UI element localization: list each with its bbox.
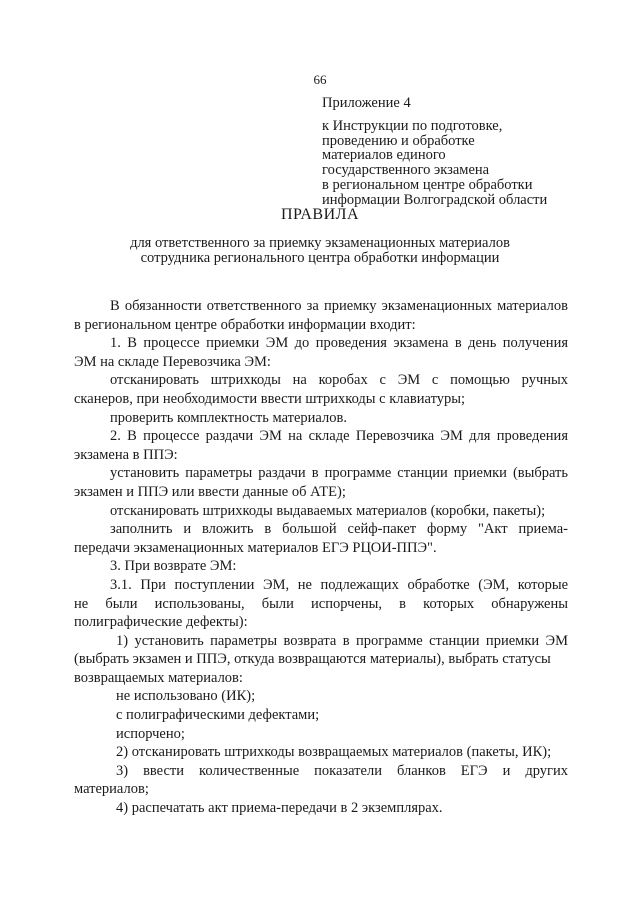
appendix-line: к Инструкции по подготовке, — [322, 117, 503, 134]
page-number: 66 — [313, 72, 327, 87]
body-line: экзамена в ППЭ: — [74, 446, 178, 463]
body-line: сканеров, при необходимости ввести штрихкоды с клавиатуры; — [74, 390, 466, 407]
subtitle-line: для ответственного за приемку экзаменационных материалов — [130, 235, 510, 251]
document-subtitle — [0, 236, 640, 265]
body-line: в региональном центре обработки информации входит: — [74, 316, 416, 333]
body-line: проверить комплектность материалов. — [110, 409, 347, 426]
body-line: установить параметры раздачи в программе станции приемки (выбрать — [110, 465, 568, 482]
body-line: полиграфические дефекты): — [74, 614, 248, 631]
body-line: не были использованы, были испорчены, в которых обнаружены — [74, 595, 568, 612]
body-line: заполнить и вложить в большой сейф-пакет форму "Акт приема- — [110, 521, 568, 538]
body-line: отсканировать штрихкоды выдаваемых материалов (коробки, пакеты); — [110, 502, 546, 519]
body-line: 2. В процессе раздачи ЭМ на складе Перевозчика ЭМ для проведения — [110, 428, 568, 445]
appendix-line: информации Волгоградской области — [322, 191, 548, 208]
body-line: отсканировать штрихкоды на коробах с ЭМ с помощью ручных — [110, 372, 568, 389]
appendix-line: проведению и обработке — [322, 132, 475, 149]
body-line: 4) распечатать акт приема-передачи в 2 экземплярах. — [116, 800, 443, 817]
body-line: 3.1. При поступлении ЭМ, не подлежащих обработке (ЭМ, которые — [110, 576, 568, 593]
body-line: 2) отсканировать штрихкоды возвращаемых материалов (пакеты, ИК); — [116, 744, 552, 761]
appendix-line: государственного экзамена — [322, 162, 490, 179]
body-line: 3. При возврате ЭМ: — [110, 558, 237, 575]
body-line: (выбрать экзамен и ППЭ, откуда возвращаются материалы), выбрать статусы — [74, 651, 551, 668]
document-title: ПРАВИЛА — [280, 206, 360, 223]
body-line: материалов; — [74, 781, 149, 798]
body-line: 1. В процессе приемки ЭМ до проведения экзамена в день получения — [110, 335, 568, 352]
body-line: 1) установить параметры возврата в программе станции приемки ЭМ — [116, 632, 568, 649]
body-line: возвращаемых материалов: — [74, 669, 243, 686]
appendix-line: материалов единого — [322, 147, 446, 164]
document-body — [74, 297, 568, 818]
body-line: 3) ввести количественные показатели бланков ЕГЭ и других — [116, 762, 568, 779]
subtitle-line: сотрудника регионального центра обработки информации — [140, 249, 500, 266]
body-line: не использовано (ИК); — [116, 688, 256, 705]
body-line: В обязанности ответственного за приемку экзаменационных материалов — [110, 298, 568, 314]
appendix-block — [322, 96, 602, 208]
appendix-line: в региональном центре обработки — [322, 176, 533, 193]
body-line: испорчено; — [116, 725, 185, 742]
body-line: с полиграфическими дефектами; — [116, 707, 320, 724]
body-line: ЭМ на складе Перевозчика ЭМ: — [74, 353, 271, 370]
appendix-title: Приложение 4 — [322, 95, 411, 111]
body-line: передачи экзаменационных материалов ЕГЭ РЦОИ-ППЭ". — [74, 539, 437, 556]
body-line: экзамен и ППЭ или ввести данные об АТЕ); — [74, 483, 346, 500]
